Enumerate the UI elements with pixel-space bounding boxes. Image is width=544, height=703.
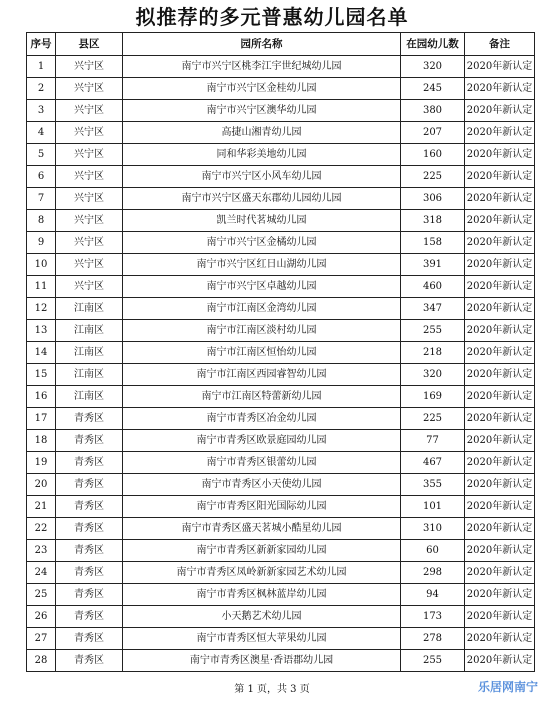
table-row	[27, 430, 535, 452]
cell-district: 江南区	[56, 298, 123, 320]
cell-enrolled-children: 255	[401, 320, 465, 342]
cell-district: 兴宁区	[56, 232, 123, 254]
cell-remarks: 2020年新认定	[465, 122, 535, 144]
table-row	[27, 144, 535, 166]
cell-remarks: 2020年新认定	[465, 100, 535, 122]
page-title: 拟推荐的多元普惠幼儿园名单	[135, 5, 409, 29]
cell-enrolled-children: 245	[401, 78, 465, 100]
cell-remarks: 2020年新认定	[465, 430, 535, 452]
cell-district: 兴宁区	[56, 78, 123, 100]
cell-district: 青秀区	[56, 430, 123, 452]
cell-district: 青秀区	[56, 452, 123, 474]
cell-serial-number: 6	[27, 166, 56, 188]
cell-district: 兴宁区	[56, 210, 123, 232]
cell-enrolled-children: 101	[401, 496, 465, 518]
table-row	[27, 606, 535, 628]
cell-kindergarten-name: 南宁市青秀区凤岭新新家园艺术幼儿园	[123, 562, 401, 584]
cell-enrolled-children: 355	[401, 474, 465, 496]
cell-kindergarten-name: 南宁市青秀区澳星·香语郡幼儿园	[123, 650, 401, 672]
cell-serial-number: 11	[27, 276, 56, 298]
cell-kindergarten-name: 凯兰时代茗城幼儿园	[123, 210, 401, 232]
cell-remarks: 2020年新认定	[465, 166, 535, 188]
cell-remarks: 2020年新认定	[465, 496, 535, 518]
cell-serial-number: 24	[27, 562, 56, 584]
cell-enrolled-children: 380	[401, 100, 465, 122]
cell-kindergarten-name: 南宁市兴宁区澳华幼儿园	[123, 100, 401, 122]
cell-kindergarten-name: 南宁市兴宁区桃李江宇世纪城幼儿园	[123, 56, 401, 78]
table-row	[27, 298, 535, 320]
cell-serial-number: 20	[27, 474, 56, 496]
cell-enrolled-children: 306	[401, 188, 465, 210]
cell-district: 兴宁区	[56, 56, 123, 78]
cell-enrolled-children: 320	[401, 364, 465, 386]
table-row	[27, 166, 535, 188]
cell-kindergarten-name: 南宁市青秀区恒大苹果幼儿园	[123, 628, 401, 650]
cell-remarks: 2020年新认定	[465, 232, 535, 254]
cell-district: 兴宁区	[56, 122, 123, 144]
page-footer: 第 1 页，共 3 页	[234, 684, 310, 695]
cell-serial-number: 14	[27, 342, 56, 364]
cell-enrolled-children: 467	[401, 452, 465, 474]
cell-remarks: 2020年新认定	[465, 606, 535, 628]
cell-kindergarten-name: 南宁市江南区恒怡幼儿园	[123, 342, 401, 364]
header-district: 县区	[56, 33, 123, 56]
cell-serial-number: 21	[27, 496, 56, 518]
cell-enrolled-children: 160	[401, 144, 465, 166]
cell-kindergarten-name: 南宁市青秀区欧景庭园幼儿园	[123, 430, 401, 452]
cell-enrolled-children: 347	[401, 298, 465, 320]
cell-remarks: 2020年新认定	[465, 540, 535, 562]
cell-serial-number: 7	[27, 188, 56, 210]
cell-enrolled-children: 173	[401, 606, 465, 628]
cell-district: 江南区	[56, 342, 123, 364]
cell-district: 青秀区	[56, 628, 123, 650]
cell-district: 兴宁区	[56, 100, 123, 122]
cell-serial-number: 25	[27, 584, 56, 606]
table-row	[27, 320, 535, 342]
cell-enrolled-children: 60	[401, 540, 465, 562]
cell-district: 青秀区	[56, 408, 123, 430]
cell-district: 兴宁区	[56, 188, 123, 210]
cell-serial-number: 5	[27, 144, 56, 166]
cell-serial-number: 17	[27, 408, 56, 430]
cell-remarks: 2020年新认定	[465, 408, 535, 430]
table-body	[27, 56, 535, 672]
table-row	[27, 584, 535, 606]
cell-kindergarten-name: 南宁市兴宁区金橘幼儿园	[123, 232, 401, 254]
cell-serial-number: 4	[27, 122, 56, 144]
cell-remarks: 2020年新认定	[465, 188, 535, 210]
cell-serial-number: 27	[27, 628, 56, 650]
cell-district: 青秀区	[56, 650, 123, 672]
cell-remarks: 2020年新认定	[465, 298, 535, 320]
cell-kindergarten-name: 南宁市兴宁区金桂幼儿园	[123, 78, 401, 100]
cell-kindergarten-name: 南宁市青秀区冶金幼儿园	[123, 408, 401, 430]
cell-remarks: 2020年新认定	[465, 276, 535, 298]
cell-remarks: 2020年新认定	[465, 364, 535, 386]
cell-serial-number: 2	[27, 78, 56, 100]
table-row	[27, 276, 535, 298]
cell-district: 青秀区	[56, 518, 123, 540]
cell-serial-number: 13	[27, 320, 56, 342]
cell-enrolled-children: 225	[401, 408, 465, 430]
cell-remarks: 2020年新认定	[465, 342, 535, 364]
cell-district: 青秀区	[56, 562, 123, 584]
cell-serial-number: 28	[27, 650, 56, 672]
cell-kindergarten-name: 南宁市江南区特蕾新幼儿园	[123, 386, 401, 408]
table-row	[27, 518, 535, 540]
cell-remarks: 2020年新认定	[465, 452, 535, 474]
cell-serial-number: 22	[27, 518, 56, 540]
cell-remarks: 2020年新认定	[465, 78, 535, 100]
cell-serial-number: 26	[27, 606, 56, 628]
cell-serial-number: 19	[27, 452, 56, 474]
cell-district: 兴宁区	[56, 166, 123, 188]
table-row	[27, 56, 535, 78]
cell-remarks: 2020年新认定	[465, 518, 535, 540]
cell-kindergarten-name: 南宁市青秀区小天使幼儿园	[123, 474, 401, 496]
cell-remarks: 2020年新认定	[465, 386, 535, 408]
cell-remarks: 2020年新认定	[465, 210, 535, 232]
table-row	[27, 188, 535, 210]
table-row	[27, 386, 535, 408]
cell-serial-number: 12	[27, 298, 56, 320]
cell-district: 青秀区	[56, 496, 123, 518]
table-row	[27, 342, 535, 364]
cell-enrolled-children: 225	[401, 166, 465, 188]
cell-district: 江南区	[56, 386, 123, 408]
cell-kindergarten-name: 南宁市兴宁区小风车幼儿园	[123, 166, 401, 188]
cell-enrolled-children: 207	[401, 122, 465, 144]
cell-district: 青秀区	[56, 584, 123, 606]
watermark-logo: 乐居网南宁	[477, 680, 538, 694]
table-row	[27, 650, 535, 672]
table-row	[27, 210, 535, 232]
table-row	[27, 474, 535, 496]
header-enrolled-children: 在园幼儿数	[401, 33, 465, 56]
table-header-row	[27, 33, 535, 56]
table-row	[27, 628, 535, 650]
cell-kindergarten-name: 南宁市青秀区盛天茗城小酷星幼儿园	[123, 518, 401, 540]
cell-kindergarten-name: 南宁市青秀区银蕾幼儿园	[123, 452, 401, 474]
cell-kindergarten-name: 南宁市兴宁区盛天东郡幼儿园幼儿园	[123, 188, 401, 210]
cell-serial-number: 16	[27, 386, 56, 408]
cell-serial-number: 9	[27, 232, 56, 254]
cell-enrolled-children: 318	[401, 210, 465, 232]
cell-kindergarten-name: 南宁市青秀区枫林蓝岸幼儿园	[123, 584, 401, 606]
cell-kindergarten-name: 南宁市江南区金湾幼儿园	[123, 298, 401, 320]
cell-kindergarten-name: 小天鹅艺术幼儿园	[123, 606, 401, 628]
cell-serial-number: 3	[27, 100, 56, 122]
cell-kindergarten-name: 同和华彩美地幼儿园	[123, 144, 401, 166]
header-remarks: 备注	[465, 33, 535, 56]
cell-serial-number: 8	[27, 210, 56, 232]
cell-remarks: 2020年新认定	[465, 584, 535, 606]
cell-remarks: 2020年新认定	[465, 562, 535, 584]
table-row	[27, 562, 535, 584]
cell-enrolled-children: 320	[401, 56, 465, 78]
cell-remarks: 2020年新认定	[465, 628, 535, 650]
cell-serial-number: 18	[27, 430, 56, 452]
cell-kindergarten-name: 南宁市青秀区新新家园幼儿园	[123, 540, 401, 562]
cell-district: 青秀区	[56, 474, 123, 496]
table-row	[27, 452, 535, 474]
cell-district: 兴宁区	[56, 254, 123, 276]
cell-remarks: 2020年新认定	[465, 320, 535, 342]
cell-enrolled-children: 158	[401, 232, 465, 254]
cell-remarks: 2020年新认定	[465, 144, 535, 166]
cell-enrolled-children: 278	[401, 628, 465, 650]
table-row	[27, 100, 535, 122]
cell-enrolled-children: 169	[401, 386, 465, 408]
cell-remarks: 2020年新认定	[465, 254, 535, 276]
cell-remarks: 2020年新认定	[465, 56, 535, 78]
cell-district: 兴宁区	[56, 276, 123, 298]
cell-serial-number: 1	[27, 56, 56, 78]
table-row	[27, 122, 535, 144]
cell-enrolled-children: 298	[401, 562, 465, 584]
cell-enrolled-children: 94	[401, 584, 465, 606]
cell-kindergarten-name: 高捷山湘青幼儿园	[123, 122, 401, 144]
cell-kindergarten-name: 南宁市兴宁区卓越幼儿园	[123, 276, 401, 298]
table-row	[27, 496, 535, 518]
table-row	[27, 540, 535, 562]
cell-kindergarten-name: 南宁市兴宁区红日山湖幼儿园	[123, 254, 401, 276]
header-serial-number: 序号	[27, 33, 56, 56]
cell-remarks: 2020年新认定	[465, 650, 535, 672]
cell-remarks: 2020年新认定	[465, 474, 535, 496]
cell-kindergarten-name: 南宁市江南区西园睿智幼儿园	[123, 364, 401, 386]
cell-district: 青秀区	[56, 540, 123, 562]
kindergarten-table	[26, 32, 535, 672]
cell-enrolled-children: 218	[401, 342, 465, 364]
cell-enrolled-children: 77	[401, 430, 465, 452]
cell-district: 江南区	[56, 364, 123, 386]
table-row	[27, 364, 535, 386]
cell-enrolled-children: 460	[401, 276, 465, 298]
header-kindergarten-name: 园所名称	[123, 33, 401, 56]
cell-serial-number: 10	[27, 254, 56, 276]
cell-enrolled-children: 255	[401, 650, 465, 672]
table-row	[27, 408, 535, 430]
cell-kindergarten-name: 南宁市青秀区阳光国际幼儿园	[123, 496, 401, 518]
table-row	[27, 232, 535, 254]
cell-district: 青秀区	[56, 606, 123, 628]
cell-serial-number: 15	[27, 364, 56, 386]
cell-district: 兴宁区	[56, 144, 123, 166]
cell-kindergarten-name: 南宁市江南区淡村幼儿园	[123, 320, 401, 342]
cell-enrolled-children: 391	[401, 254, 465, 276]
cell-enrolled-children: 310	[401, 518, 465, 540]
cell-district: 江南区	[56, 320, 123, 342]
cell-serial-number: 23	[27, 540, 56, 562]
table-row	[27, 254, 535, 276]
table-row	[27, 78, 535, 100]
